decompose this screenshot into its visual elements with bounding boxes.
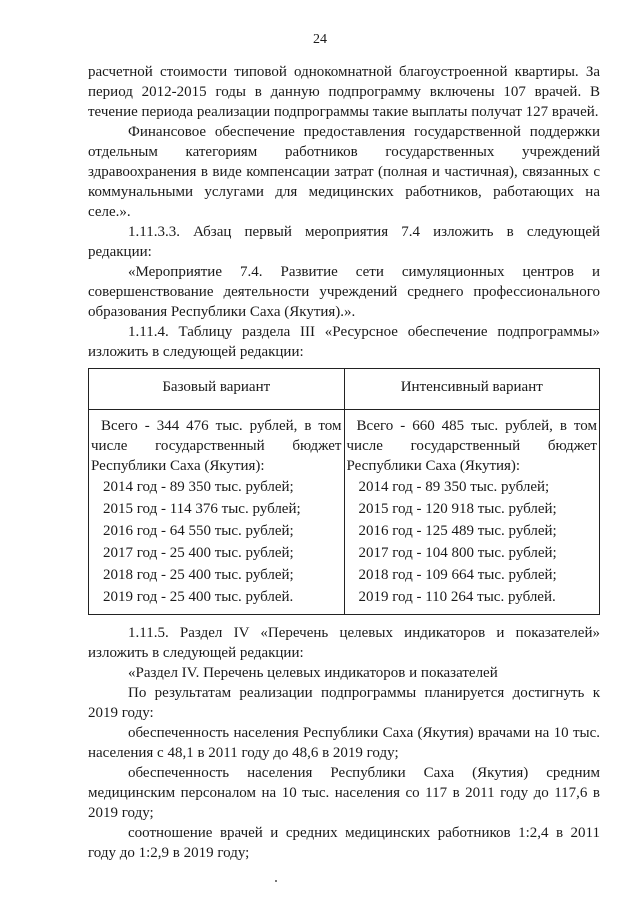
year-line: 2014 год - 89 350 тыс. рублей; xyxy=(358,479,550,495)
cell-base xyxy=(89,410,345,615)
year-line: 2014 год - 89 350 тыс. рублей; xyxy=(103,479,294,495)
page-number: 24 xyxy=(313,32,327,47)
year-line: 2015 год - 114 376 тыс. рублей; xyxy=(103,501,301,517)
year-line: 2017 год - 25 400 тыс. рублей; xyxy=(103,545,294,561)
header-intensive: Интенсивный вариант xyxy=(344,369,600,410)
cell-intensive xyxy=(344,410,600,615)
paragraph: обеспеченность населения Республики Саха (Якутия) средним медицинским персоналом на 10 тыс. населения со 117 в 2011 году до 117,6 в 2019 году; xyxy=(88,765,600,821)
year-line: 2017 год - 104 800 тыс. рублей; xyxy=(358,545,557,561)
year-line: 2019 год - 110 264 тыс. рублей. xyxy=(358,589,556,605)
paragraph: обеспеченность населения Республики Саха (Якутия) врачами на 10 тыс. населения с 48,1 в 2011 году до 48,6 в 2019 году; xyxy=(88,725,600,761)
total-base: Всего - 344 476 тыс. рублей, в том числе государственный бюджет Республики Саха (Якутия): xyxy=(91,418,342,474)
total-intensive: Всего - 660 485 тыс. рублей, в том числе государственный бюджет Республики Саха (Якутия): xyxy=(346,418,597,474)
paragraph: соотношение врачей и средних медицинских работников 1:2,4 в 2011 году до 1:2,9 в 2019 году; xyxy=(88,825,600,861)
year-line: 2016 год - 125 489 тыс. рублей; xyxy=(358,523,557,539)
year-line: 2019 год - 25 400 тыс. рублей. xyxy=(103,589,294,605)
paragraph: 1.11.5. Раздел IV «Перечень целевых индикаторов и показателей» изложить в следующей редакции: xyxy=(88,625,600,661)
page-body xyxy=(88,62,600,863)
paragraph: По результатам реализации подпрограммы планируется достигнуть к 2019 году: xyxy=(88,685,600,721)
resource-table xyxy=(88,368,600,615)
year-line: 2018 год - 109 664 тыс. рублей; xyxy=(358,567,557,583)
paragraph: «Мероприятие 7.4. Развитие сети симуляционных центров и совершенствование деятельности учреждений среднего профессионального образования Республики Саха (Якутия).». xyxy=(88,264,600,320)
scan-speck xyxy=(275,880,277,882)
paragraph: Финансовое обеспечение предоставления государственной поддержки отдельным категориям работников государственных учреждений здравоохранения в виде компенсации затрат (полная и частичная), связанных с коммунальными услугами для медицинских работников, работающих на селе.». xyxy=(88,124,600,220)
year-line: 2016 год - 64 550 тыс. рублей; xyxy=(103,523,294,539)
year-line: 2015 год - 120 918 тыс. рублей; xyxy=(358,501,557,517)
paragraph: расчетной стоимости типовой однокомнатной благоустроенной квартиры. За период 2012-2015 годы в данную подпрограмму включены 107 врачей. В течение периода реализации подпрограммы такие выплаты получат 127 врачей. xyxy=(88,64,600,120)
header-base: Базовый вариант xyxy=(89,369,345,410)
year-line: 2018 год - 25 400 тыс. рублей; xyxy=(103,567,294,583)
paragraph: 1.11.3.3. Абзац первый мероприятия 7.4 изложить в следующей редакции: xyxy=(88,224,600,260)
section-heading: «Раздел IV. Перечень целевых индикаторов и показателей xyxy=(128,665,498,681)
paragraph: 1.11.4. Таблицу раздела III «Ресурсное обеспечение подпрограммы» изложить в следующей редакции: xyxy=(88,324,600,360)
